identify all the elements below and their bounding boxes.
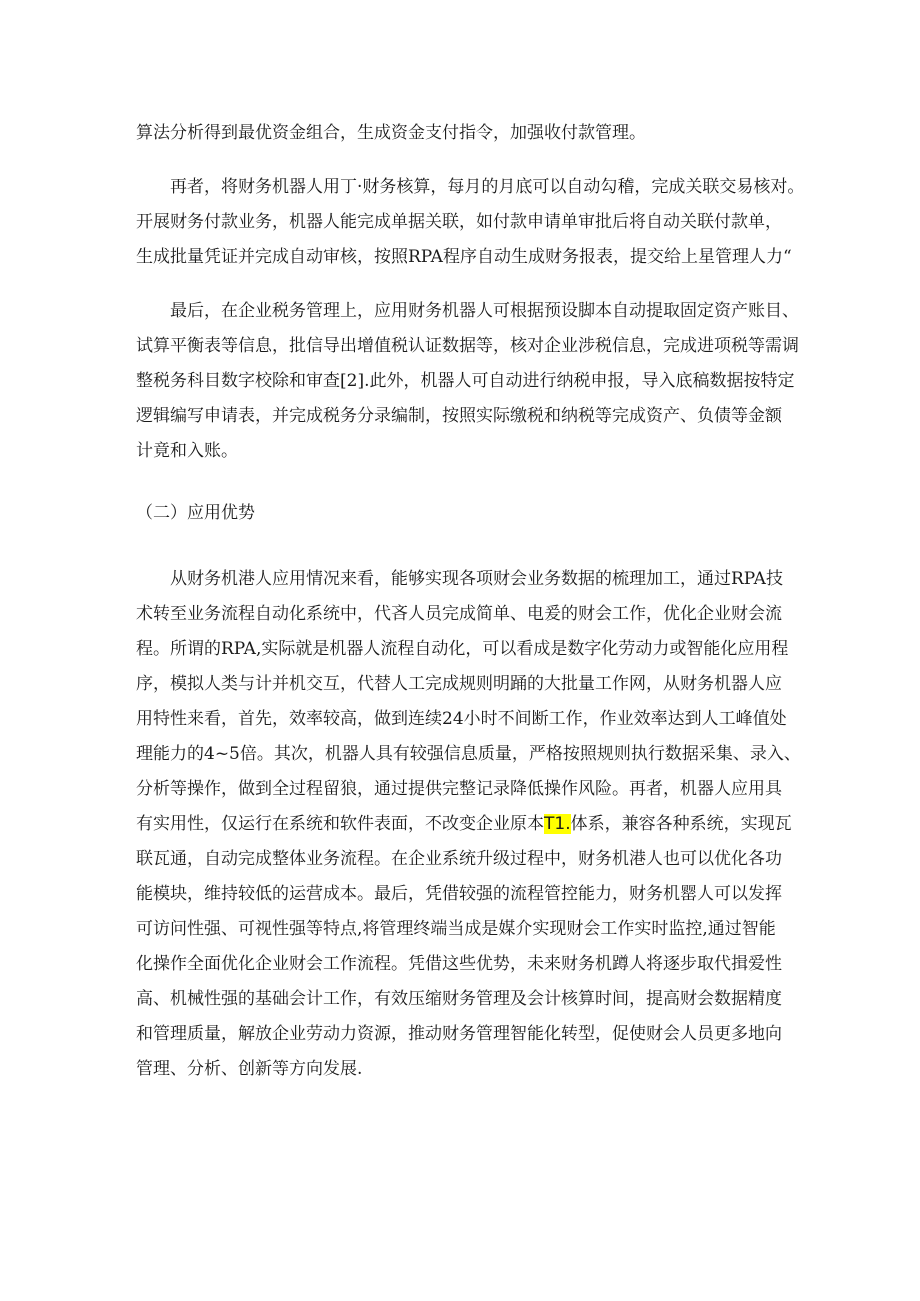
paragraph-tax-management xyxy=(136,294,799,469)
text-line: 和管理质量，解放企业劳动力资源，推动财务管理智能化转型，促使财会人员更多地向 xyxy=(136,1024,782,1044)
text-line: 程。所谓的RPA,实际就是机器人流程自动化，可以看成是数字化劳动力或智能化应用程 xyxy=(136,639,789,659)
text-line: 分析等操作，做到全过程留狼，通过提供完整记录降低操作风险。再者，机器人应用具 xyxy=(136,779,782,799)
text-line: 高、机械性强的基础会计工作，有效压缩财务管理及会计核算时间，提高财会数据精度 xyxy=(136,989,782,1009)
text-line-with-highlight xyxy=(136,807,792,842)
text-line: 开展财务付款业务，机器人能完成单据关联，如付款申请单审批后将自动关联付款单， xyxy=(136,212,782,232)
text-line: 计竟和入账。 xyxy=(136,441,238,461)
text-line: 逻辑编写申请表，并完成税务分录编制，按照实际缴税和纳税等完成资产、负债等金额 xyxy=(136,406,782,426)
text-line: 算法分析得到最优资金组合，生成资金支付指令，加强收付款管理。 xyxy=(136,123,646,143)
paragraph-fund-management xyxy=(136,116,788,151)
text-line: 可访问性强、可视性强等特点,将管理终端当成是媒介实现财会工作实时监控,通过智能 xyxy=(136,919,776,939)
text-line: 术转至业务流程自动化系统中，代吝人员完成简单、电爰的财会工作，优化企业财会流 xyxy=(136,604,782,624)
text-line: 最后，在企业税务管理上，应用财务机器人可根据预设脚本自动提取固定资产账目、 xyxy=(170,301,799,321)
section-heading: （二）应用优势 xyxy=(136,503,255,523)
text-line: 能模块，维持较低的运营成本。最后，凭借较强的流程管控能力，财务机罂人可以发挥 xyxy=(136,884,782,904)
text-line: 从财务机港人应用情况来看，能够实现各项财会业务数据的梳理加工，通过RPA技 xyxy=(170,569,783,589)
paragraph-financial-accounting xyxy=(136,170,805,275)
paragraph-application-advantages xyxy=(136,562,801,1087)
text-segment: 体系，兼容各种系统，实现瓦 xyxy=(570,814,792,834)
text-line: 序，模拟人类与计并机交互，代替人工完成规则明踊的大批量工作网，从财务机器人应 xyxy=(136,674,782,694)
text-line: 整税务科目数字校除和审查[2].此外，机器人可自动进行纳税申报，导入底稿数据按特定 xyxy=(136,371,795,391)
text-line: 再者，将财务机器人用丁·财务核算，每月的月底可以自动勾稽，完成关联交易核对。 xyxy=(170,177,805,197)
text-line: 生成批量凭证并完成自动审核，按照RPA程序自动生成财务报表，提交给上星管理人力“ xyxy=(136,247,792,267)
text-line: 化操作全面优化企业财会工作流程。凭借这些优势，未来财务机蹲人将逐步取代揖爱性 xyxy=(136,954,782,974)
text-line: 用特性来看，首先，效率较高，做到连续24小时不间断工作，作业效率达到人工峰值处 xyxy=(136,709,787,729)
text-line: 管理、分析、创新等方向发展. xyxy=(136,1059,363,1079)
text-segment: 有实用性，仅运行在系统和软件表面，不改变企业原本 xyxy=(136,814,544,834)
text-line: 联瓦通，自动完成整体业务流程。在企业系统升级过程中，财务机港人也可以优化各功 xyxy=(136,849,782,869)
text-line: 理能力的4~5倍。其次，机器人具有较强信息质量，严格按照规则执行数据采集、录入、 xyxy=(136,744,801,764)
highlighted-text: T1. xyxy=(544,814,571,834)
text-line: 试算平衡表等信息，批信导出增值税认证数据等，核对企业涉税信息，完成进项税等需调 xyxy=(136,336,799,356)
